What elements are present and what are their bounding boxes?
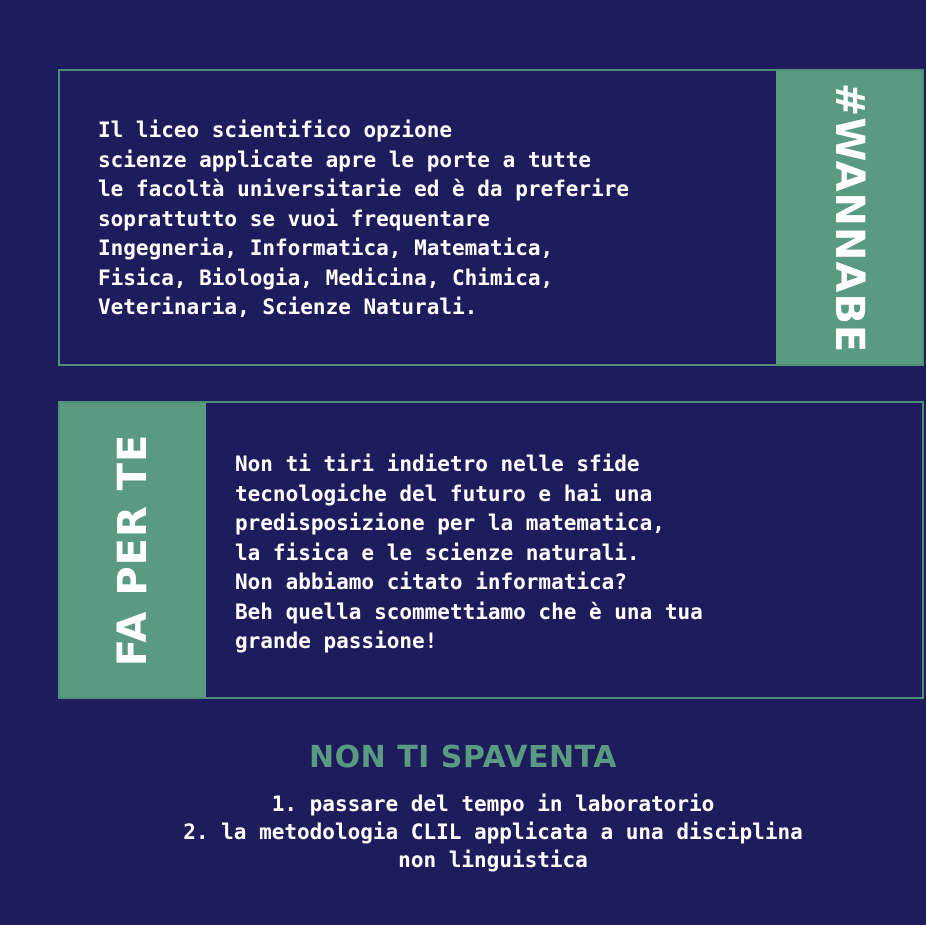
fa-per-te-strip: [60, 403, 206, 697]
list-item: 2. la metodologia CLIL applicata a una disciplina: [183, 820, 803, 844]
wannabe-card: [58, 69, 924, 366]
fa-per-te-tag: FA PER TE: [110, 433, 156, 667]
list-item: 1. passare del tempo in laboratorio: [271, 792, 715, 816]
wannabe-text: Il liceo scientifico opzione scienze applicate apre le porte a tutte le facoltà universitarie ed è da preferire soprattutto se vuoi frequentare Ingegneria, Informatica, Matematica, Fisica, Biologia, Medicina, Chimica, Veterinaria, Scienze Naturali.: [98, 118, 630, 319]
wannabe-tag: #WANNABE: [826, 82, 872, 353]
fear-list: [0, 790, 926, 874]
fa-per-te-text: Non ti tiri indietro nelle sfide tecnologiche del futuro e hai una predisposizione per la matematica, la fisica e le scienze naturali. Non abbiamo citato informatica? Beh quella scommettiamo che è una tua grande passione!: [235, 452, 703, 653]
wannabe-strip: [776, 71, 922, 364]
fa-per-te-card: [58, 401, 924, 699]
section-title: NON TI SPAVENTA: [309, 740, 617, 775]
list-item: non linguistica: [398, 848, 588, 872]
